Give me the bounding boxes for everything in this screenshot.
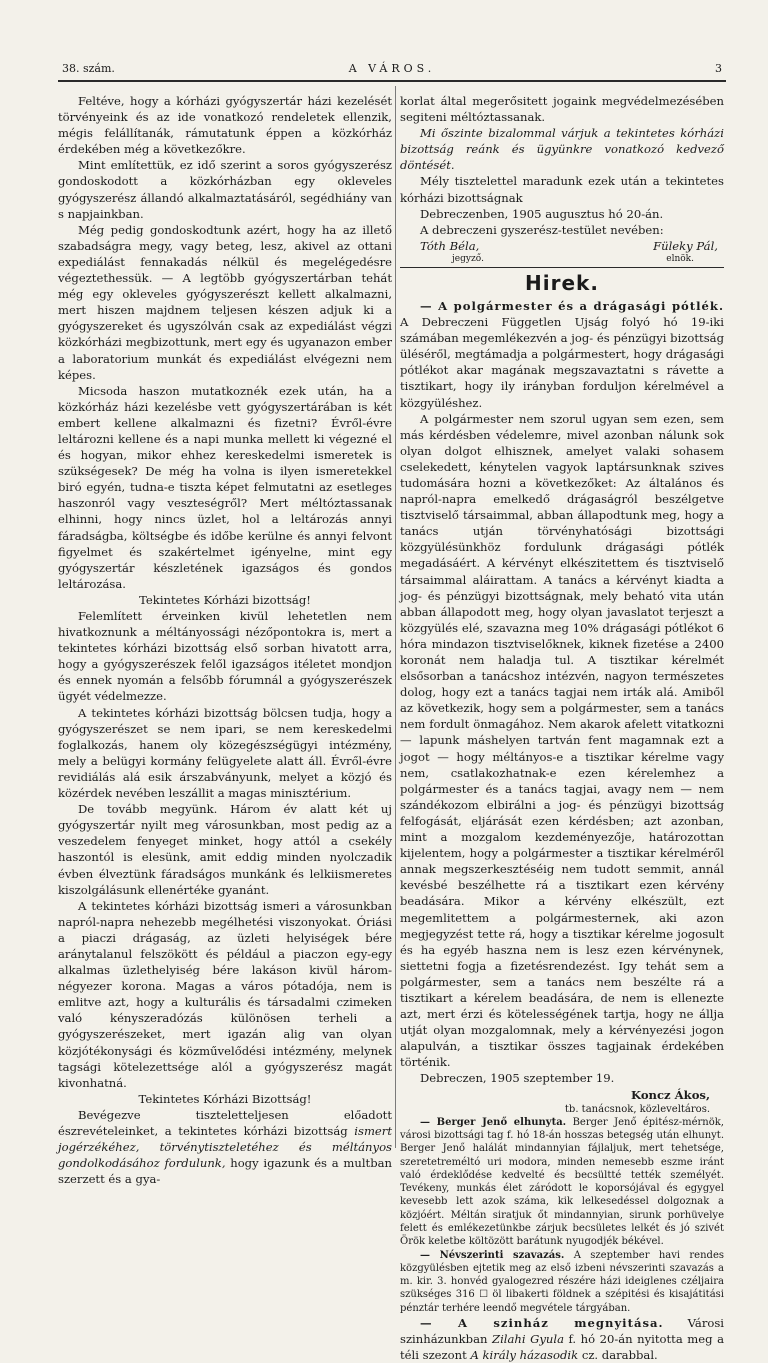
address-heading: Tekintetes Kórházi Bizottság! (138, 1091, 312, 1106)
paragraph: A tekintetes kórházi bizottság bölcsen tudja, hogy a gyógyszerészet se nem ipari, se nem kereskedelmi foglalkozás, hanem oly közegészségügyi intézmény, mely a belügyi kormány felügyelete alatt áll. Évről-évre revidiálás alá esik árszabványunk, melyet a közjó és közérdek nevében leszállit a magas minisztérium. (58, 705, 392, 801)
paragraph: Mély tisztelettel maradunk ezek után a tekintetes kórházi bizottságnak (400, 174, 724, 205)
italic-name: Zilahi Gyula (492, 1332, 564, 1347)
paragraph: A polgármester nem szorul ugyan sem ezen, sem más kérdésben védelemre, mivel azonban nálunk sok olyan dolgot elhisznek, amelyet valaki sohasem cselekedett, kénytelen vagyok laptársunknak szives tudomására hozni a következőket: Az általános és napról-napra emelkedő drágaságról beszélgetve tisztviselő társaimmal, abban állapodtunk meg, hogy a tanács utján törvényhatósági bizottsági közgyülésünkhöz fordulunk drágasági pótlék megadásáért. A kérvényt elkészitettem és tisztviselő társaimmal aláirattam. A tanács a kérvényt kiadta a jog- és pénzügyi bizottságnak, mely beható vita után abban állapodott meg, hogy olyan javaslatot terjeszt a közgyülés elé, szavazna meg 10% drágasági pótlékot 6 hóra mindazon tisztviselőknek, kiknek fizetése a 2400 koronát nem haladja tul. A tisztikar kérelmét elsősorban a tanácshoz intézvén, nagyon természetes dolog, hogy ezt a tanács tagjai nem irták alá. Amiből az következik, hogy sem a polgármester, sem a tanács nem fordult önmagához. Nem akarok afelett vitatkozni — lapunk máshelyen tartván fent magamnak ezt a jogot — hogy méltányos-e a tisztikar kérelme vagy nem, csatlakozhatnak-e ezen kérelemhez a polgármester és a tanács tagjai, avagy nem — nem szándékozom elbirálni a jog- és pénzügyi bizottság felfogását, eljárását ezen kérdésben; azt azonban, mint a mozgalom kezdeményezője, határozottan kijelentem, hogy a polgármester a tisztikar kérelméről annak megszerkesztéséig nem tudott semmit, annál kevésbé beszélhette rá a tisztikart ezen kérvény beadására. Mikor a kérvény elkészült, ezt megemlitettem a polgármesternek, aki azon megjegyzést tette rá, hogy a tisztikar kérelme jogosult és ha egyéb haszna nem is lesz ezen kérvénynek, siettetni fogja a fizetésrendezést. Igy tehát sem a polgármester, sem a tanács nem beszélte rá a tisztikart a kérelem beadására, de nem is ellenezte azt, mert érzi és kötelességének tartja, hogy ne állja utját olyan mozgalomnak, mely a kérvényezési jogon alapulván, a tisztikar összes tagjainak érdekében történik. (400, 411, 724, 1070)
signature-titles (400, 254, 724, 265)
italic-phrase: ismert jogérzékéhez, törvénytiszteletéhez és méltányos gondolkodásához fordulunk, (58, 1124, 392, 1171)
paragraph: De tovább megyünk. Három év alatt két uj gyógyszertár nyilt meg városunkban, most pedig az a veszedelem fenyeget minket, hogy attól a csekély haszontól is elesünk, amit eddig minden nyolczadik évben élveztünk fáradságos munkánk és lelkiismeretes kiszolgálásunk ellenértéke gyanánt. (58, 802, 392, 897)
address-heading: Tekintetes Kórházi bizottság! (139, 592, 311, 607)
news-item: — A polgármester és a drágasági pótlék. A Debreczeni Független Ujság folyó hó 19-iki számában megemlékezvén a jog- és pénzügyi bizottság üléséről, megtámadja a polgármestert, hogy drágasági pótlékot akar magának megszavaztatni s rávette a tisztikart, hogy ily irányban forduljon kérelmével a közgyüléshez. (400, 298, 724, 410)
author-title: tb. tanácsnok, közleveltáros. (564, 1103, 710, 1115)
author-name: Koncz Ákos, (631, 1087, 710, 1102)
paragraph: Felemlített érveinken kivül lehetetlen nem hivatkoznunk a méltányossági nézőpontokra is, mert a tekintetes kórházi bizottság első sorban hivatott arra, hogy a gyógyszerészek felől igazságos itéletet mondjon és ennek nyomán a felsőbb fórumnál a gyógyszerészek ügyét védelmezze. (58, 609, 392, 704)
paragraph: Még pedig gondoskodtunk azért, hogy ha az illető szabadságra megy, vagy beteg, lesz, akivel az ottani expediálást fennakadás nélkül és megelégedésre végeztethessük. — A legtöbb gyógyszertárban tehát még egy okleveles gyógyszerészt kellett alkalmazni, mert hiszen majdnem teljesen készen adjuk ki a gyógyszereket és ugyszólván csak az expediálást végzi közkórházi megbizottunk, mert egy és ugyanazon ember a laboratorium munkát és expediálást elvégezni nem képes. (58, 222, 392, 382)
signature-president: Füleky Pál, (653, 238, 718, 253)
section-rule (400, 267, 724, 268)
italic-play-title: A király házasodik (470, 1348, 579, 1363)
news-title: — A polgármester és a drágasági pótlék. (420, 298, 724, 313)
paragraph: Feltéve, hogy a kórházi gyógyszertár házi kezelését törvényeink és az ide vonatkozó rendeletek ellenzik, mégis felállítanák, rámutatunk éppen a közkórház érdekében még a következőkre. (58, 94, 392, 157)
paragraph: Micsoda haszon mutatkoznék ezek után, ha a közkórház házi kezelésbe vett gyógyszertárában is két embert kellene alkalmazni és fizetni? Évről-évre leltározni kellene és a napi munka mellett ki végezné el és hogyan, mikor ehhez kereskedelmi ismeretek is szükségesek? De még ha volna is ilyen ismeretekkel biró egyén, tudna-e tiszta képet felmutatni az esetleges haszonról vagy veszteségről? Mert méltóztassanak elhinni, hogy nincs üzlet, hol a leltározás annyi fáradságba, költségbe és időbe kerülne és annyi felvont figyelmet és szakértelmet igényelne, mint egy gyógyszertár készletének igazságos és gondos leltározása. (58, 383, 392, 591)
society-line: A debreczeni gyszerész-testület nevében: (420, 222, 664, 237)
dateline: Debreczenben, 1905 augusztus hó 20-án. (420, 206, 664, 221)
right-column (400, 93, 724, 1363)
section-title: Hirek. (525, 270, 599, 295)
left-column (58, 93, 392, 1187)
paragraph-closing: Bevégezve tiszteletteljesen előadott észrevételeinket, a tekintetes kórházi bizottság ismert jogérzékéhez, törvénytiszteletéhez és méltányos gondolkodásához fordulunk, hogy igazunk és a multban szerzett és a gya- (58, 1107, 392, 1187)
italic-paragraph: Mi őszinte bizalommal várjuk a tekintetes kórházi bizottság reánk és ügyünkre vonatkozó kedvező döntését. (400, 126, 724, 173)
news-title: — Névszerinti szavazás. (420, 1249, 565, 1261)
issue-number: 38. szám. (62, 62, 115, 75)
column-divider (395, 86, 396, 1148)
running-header (62, 62, 722, 80)
signature-secretary: Tóth Béla, (420, 238, 480, 253)
newspaper-title: A VÁROS. (348, 62, 436, 75)
paragraph: A tekintetes kórházi bizottság ismeri a városunkban napról-napra nehezebb megélhetési viszonyokat. Óriási a piaczi drágaság, az üzleti helyiségek bére aránytalanul felszökött és például a piaczon egy-egy alkalmas üzlethelyiség bére lakáson kivül három-négyezer korona. Magas a város pótadója, nem is emlitve azt, hogy a kulturális és társadalmi czimeken való kényszeradózás különösen terheli a gyógyszerészeket, mert igazán alig van olyan közjótékonysági és közművelődési intézmény, melynek tagsági kötelezettsége alól a gyógyszerész magát kivonhatná. (58, 898, 392, 1090)
signatures (400, 238, 724, 254)
paragraph-continued: korlat által megerősitett jogaink megvédelmezésében segiteni méltóztassanak. (400, 94, 724, 125)
news-title: — A szinház megnyitása. (420, 1316, 664, 1331)
news-item: — A szinház megnyitása. Városi szinházunkban Zilahi Gyula f. hó 20-án nyitotta meg a téli szezont A király házasodik cz. darabbal. (400, 1316, 725, 1363)
secretary-title: jegyző. (452, 253, 484, 264)
header-rule (58, 80, 726, 82)
dateline: Debreczen, 1905 szeptember 19. (420, 1071, 615, 1086)
president-title: elnök. (666, 253, 694, 264)
news-item: — Névszerinti szavazás. A szeptember havi rendes közgyülésben ejtetik meg az első izbeni névszerinti szavazás a m. kir. 3. honvéd gyalogezred részére házi ideiglenes czéljaira szükséges 316 ☐ öl libakerti földnek a szépitési és kisajátitási pénztár terhére leendő megvétele tárgyában. (400, 1249, 724, 1314)
small-news (400, 1116, 724, 1315)
news-title: — Berger Jenő elhunyta. (420, 1116, 567, 1128)
news-item: — Berger Jenő elhunyta. Berger Jenő épitész-mérnök, városi bizottsági tag f. hó 18-án hosszas betegség után elhunyt. Berger Jenő halálát mindannyian fájlaljuk, mert tehetsége, szeretetreméltó uri modora, minden nemesebb eszme iránt való érdeklődése kedvelté és becsültté tették személyét. Tevékeny, munkás élet záródott le koporsójával és egygyel kevesebb lett azok száma, kik lelkesedéssel dolgoznak a közjóért. Méltán siratjuk őt mindannyian, sirunk porhüvelye felett és emlékezetünkbe zárjuk becsületes lelkét és jó szivét Örök keletbe költözött barátunk nyugodjék békével. (400, 1116, 724, 1248)
paragraph: Mint említettük, ez idő szerint a soros gyógyszerész gondoskodott a közkórházban egy okleveles gyógyszerész állandó alkalmaztatásáról, segédhiány van s napjainkban. (58, 158, 392, 221)
page-number: 3 (715, 62, 722, 75)
